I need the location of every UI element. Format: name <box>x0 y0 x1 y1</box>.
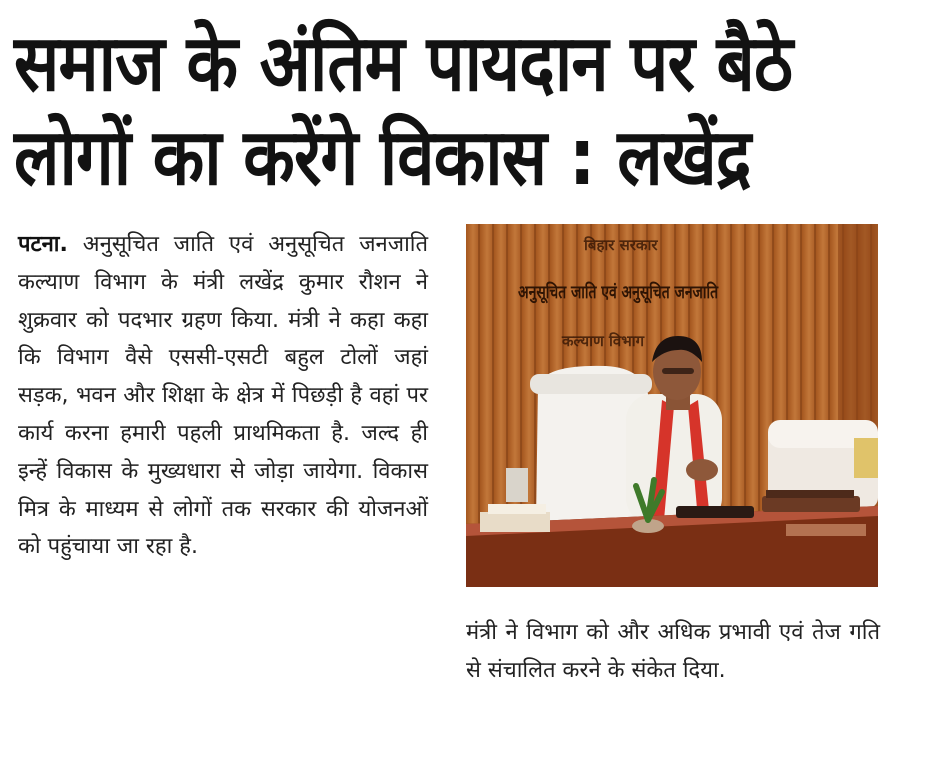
article-text: अनुसूचित जाति एवं अनुसूचित जनजाति कल्याण विभाग के मंत्री लखेंद्र कुमार रौशन ने शुक्रवार को पदभार ग्रहण किया. मंत्री ने कहा कहा कि विभाग वैसे एससी-एसटी बहुल टोलों जहां सड़क, भवन और शिक्षा के क्षेत्र में पिछड़ी है वहां पर कार्य करना हमारी पहली प्राथमिकता है. जल्द ही इन्हें विकास के मुख्यधारा से जोड़ा जायेगा. विकास मित्र के माध्यम से लोगों तक सरकार की योजनओं को पहुंचाया जा रहा है. <box>18 232 428 560</box>
dateline: पटना. <box>18 232 68 257</box>
minister-office-photo <box>466 224 878 587</box>
article-photo <box>466 224 878 587</box>
headline-line-1: समाज के अंतिम पायदान पर बैठे <box>14 19 793 109</box>
headline-line-2: लोगों का करेंगे विकास : लखेंद्र <box>14 113 751 203</box>
wall-sign-line-3: कल्याण विभाग <box>562 332 645 350</box>
wall-sign-line-2: अनुसूचित जाति एवं अनुसूचित जनजाति <box>518 282 777 303</box>
wall-sign-line-1: बिहार सरकार <box>584 236 658 254</box>
article-body <box>18 226 428 566</box>
photo-caption: मंत्री ने विभाग को और अधिक प्रभावी एवं तेज गति से संचालित करने के संकेत दिया. <box>466 620 880 683</box>
